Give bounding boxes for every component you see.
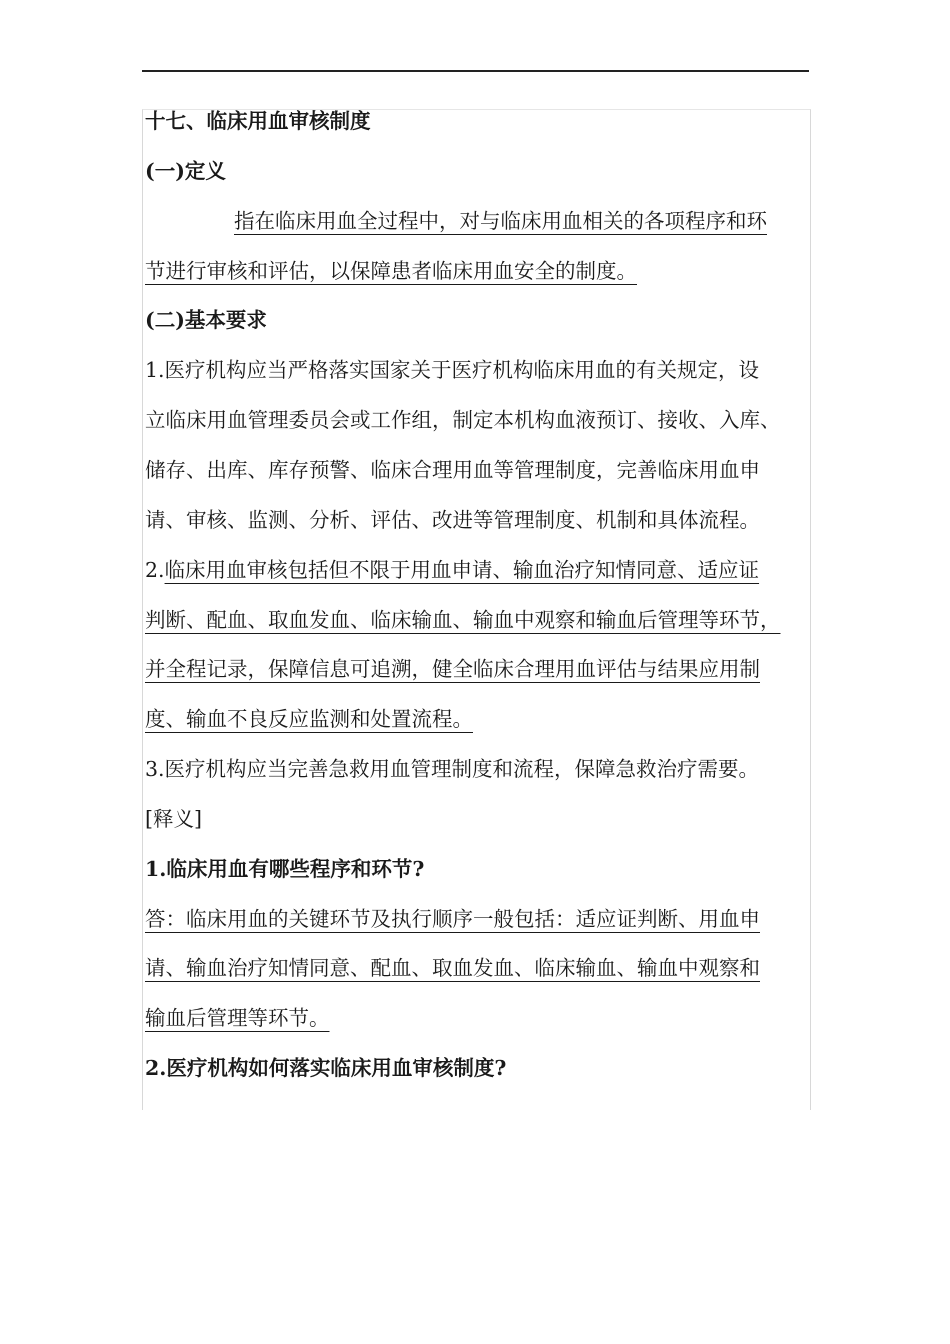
section-title: 十七、临床用血审核制度 [145, 109, 371, 133]
requirements-heading: (二)基本要求 [145, 308, 267, 332]
requirement-2-line-1 [145, 553, 759, 587]
requirement-3: 3.医疗机构应当完善急救用血管理制度和流程，保障急救治疗需要。 [145, 757, 760, 781]
requirement-2-line-2: 判断、配血、取血发血、临床输血、输血中观察和输血后管理等环节， [145, 608, 781, 632]
requirement-1-line-1: 1.医疗机构应当严格落实国家关于医疗机构临床用血的有关规定，设 [145, 358, 760, 382]
requirement-2-line-4: 度、输血不良反应监测和处置流程。 [145, 707, 473, 731]
answer-1-line-1: 答：临床用血的关键环节及执行顺序一般包括：适应证判断、用血申 [145, 907, 760, 931]
requirement-2-line-3: 并全程记录，保障信息可追溯，健全临床合理用血评估与结果应用制 [145, 657, 760, 681]
answer-1-line-2: 请、输血治疗知情同意、配血、取血发血、临床输血、输血中观察和 [145, 956, 760, 980]
requirement-2-number: 2. [145, 558, 165, 582]
definition-heading: (一)定义 [145, 159, 226, 183]
answer-1-line-3: 输血后管理等环节。 [145, 1006, 330, 1030]
requirement-1-line-3: 储存、出库、库存预警、临床合理用血等管理制度，完善临床用血申 [145, 458, 760, 482]
definition-line-2: 节进行审核和评估，以保障患者临床用血安全的制度。 [145, 259, 637, 283]
requirement-1-line-2: 立临床用血管理委员会或工作组，制定本机构血液预订、接收、入库、 [145, 408, 781, 432]
requirement-2-text-1: 临床用血审核包括但不限于用血申请、输血治疗知情同意、适应证 [164, 558, 760, 582]
requirement-1-line-4: 请、审核、监测、分析、评估、改进等管理制度、机制和具体流程。 [145, 508, 760, 532]
question-2: 2.医疗机构如何落实临床用血审核制度? [145, 1056, 507, 1080]
header-rule [142, 70, 809, 72]
definition-line-1: 指在临床用血全过程中，对与临床用血相关的各项程序和环 [234, 209, 767, 233]
question-1: 1.临床用血有哪些程序和环节? [145, 857, 425, 881]
interpretation-heading: [释义] [145, 807, 202, 831]
